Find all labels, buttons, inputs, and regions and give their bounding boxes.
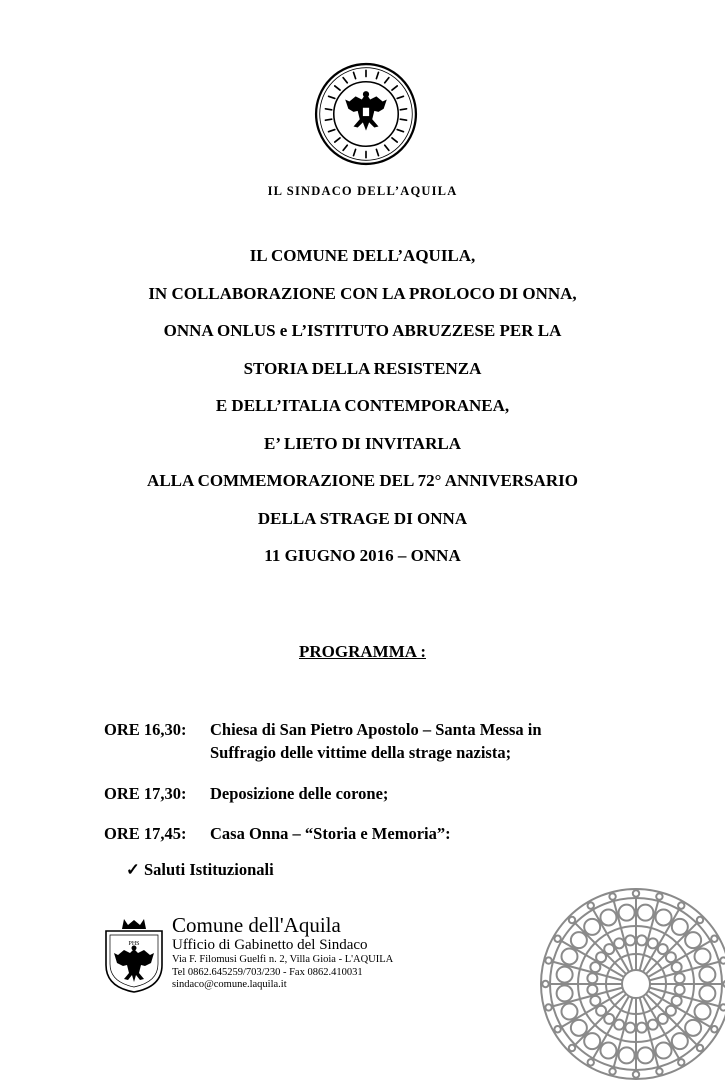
schedule-line: Suffragio delle vittime della strage nazista;	[210, 743, 512, 762]
schedule-item	[104, 782, 388, 805]
invitation-line: ALLA COMMEMORAZIONE DEL 72° ANNIVERSARIO	[147, 471, 578, 490]
schedule-item	[104, 718, 542, 764]
invitation-line: IN COLLABORAZIONE CON LA PROLOCO DI ONNA,	[148, 283, 577, 303]
schedule-description: Casa Onna – “Storia e Memoria”:	[210, 824, 451, 843]
programme-title: PROGRAMMA :	[298, 642, 426, 661]
schedule-description	[210, 718, 542, 764]
crest-text: PHS	[128, 941, 140, 947]
schedule-description: Deposizione delle corone;	[210, 784, 389, 803]
invitation-heading	[0, 246, 725, 584]
schedule-line: Chiesa di San Pietro Apostolo – Santa Messa in	[210, 720, 542, 739]
check-icon: ✓	[126, 860, 140, 879]
invitation-line: IL COMUNE DELL’AQUILA,	[249, 246, 476, 265]
invitation-line: E’ LIETO DI INVITARLA	[264, 433, 461, 453]
eagle-crest-icon	[104, 917, 164, 993]
rose-window-icon	[536, 884, 725, 1084]
invitation-line: 11 GIUGNO 2016 – ONNA	[264, 546, 461, 565]
schedule-time: ORE 17,30:	[104, 784, 187, 803]
municipality-name: Comune dell'Aquila	[172, 913, 341, 937]
city-seal-icon	[314, 62, 418, 166]
office-name: Ufficio di Gabinetto del Sindaco	[172, 937, 368, 953]
subitem-label: Saluti Istituzionali	[143, 860, 274, 879]
schedule-item	[104, 822, 451, 845]
schedule-time: ORE 17,45:	[104, 824, 187, 843]
schedule-subitem	[126, 858, 274, 881]
invitation-line: DELLA STRAGE DI ONNA	[257, 508, 468, 528]
schedule-time: ORE 16,30:	[104, 720, 187, 739]
mayor-title: IL SINDACO DELL’AQUILA	[267, 184, 458, 198]
office-email[interactable]: sindaco@comune.laquila.it	[172, 979, 287, 990]
invitation-line: E DELL’ITALIA CONTEMPORANEA,	[215, 396, 510, 415]
invitation-line: STORIA DELLA RESISTENZA	[243, 358, 482, 378]
office-footer	[172, 914, 393, 992]
office-phone: Tel 0862.645259/703/230 - Fax 0862.410031	[172, 966, 363, 978]
office-address: Via F. Filomusi Guelfi n. 2, Villa Gioia - L'AQUILA	[172, 954, 394, 965]
invitation-line: ONNA ONLUS e L’ISTITUTO ABRUZZESE PER LA	[163, 321, 562, 340]
